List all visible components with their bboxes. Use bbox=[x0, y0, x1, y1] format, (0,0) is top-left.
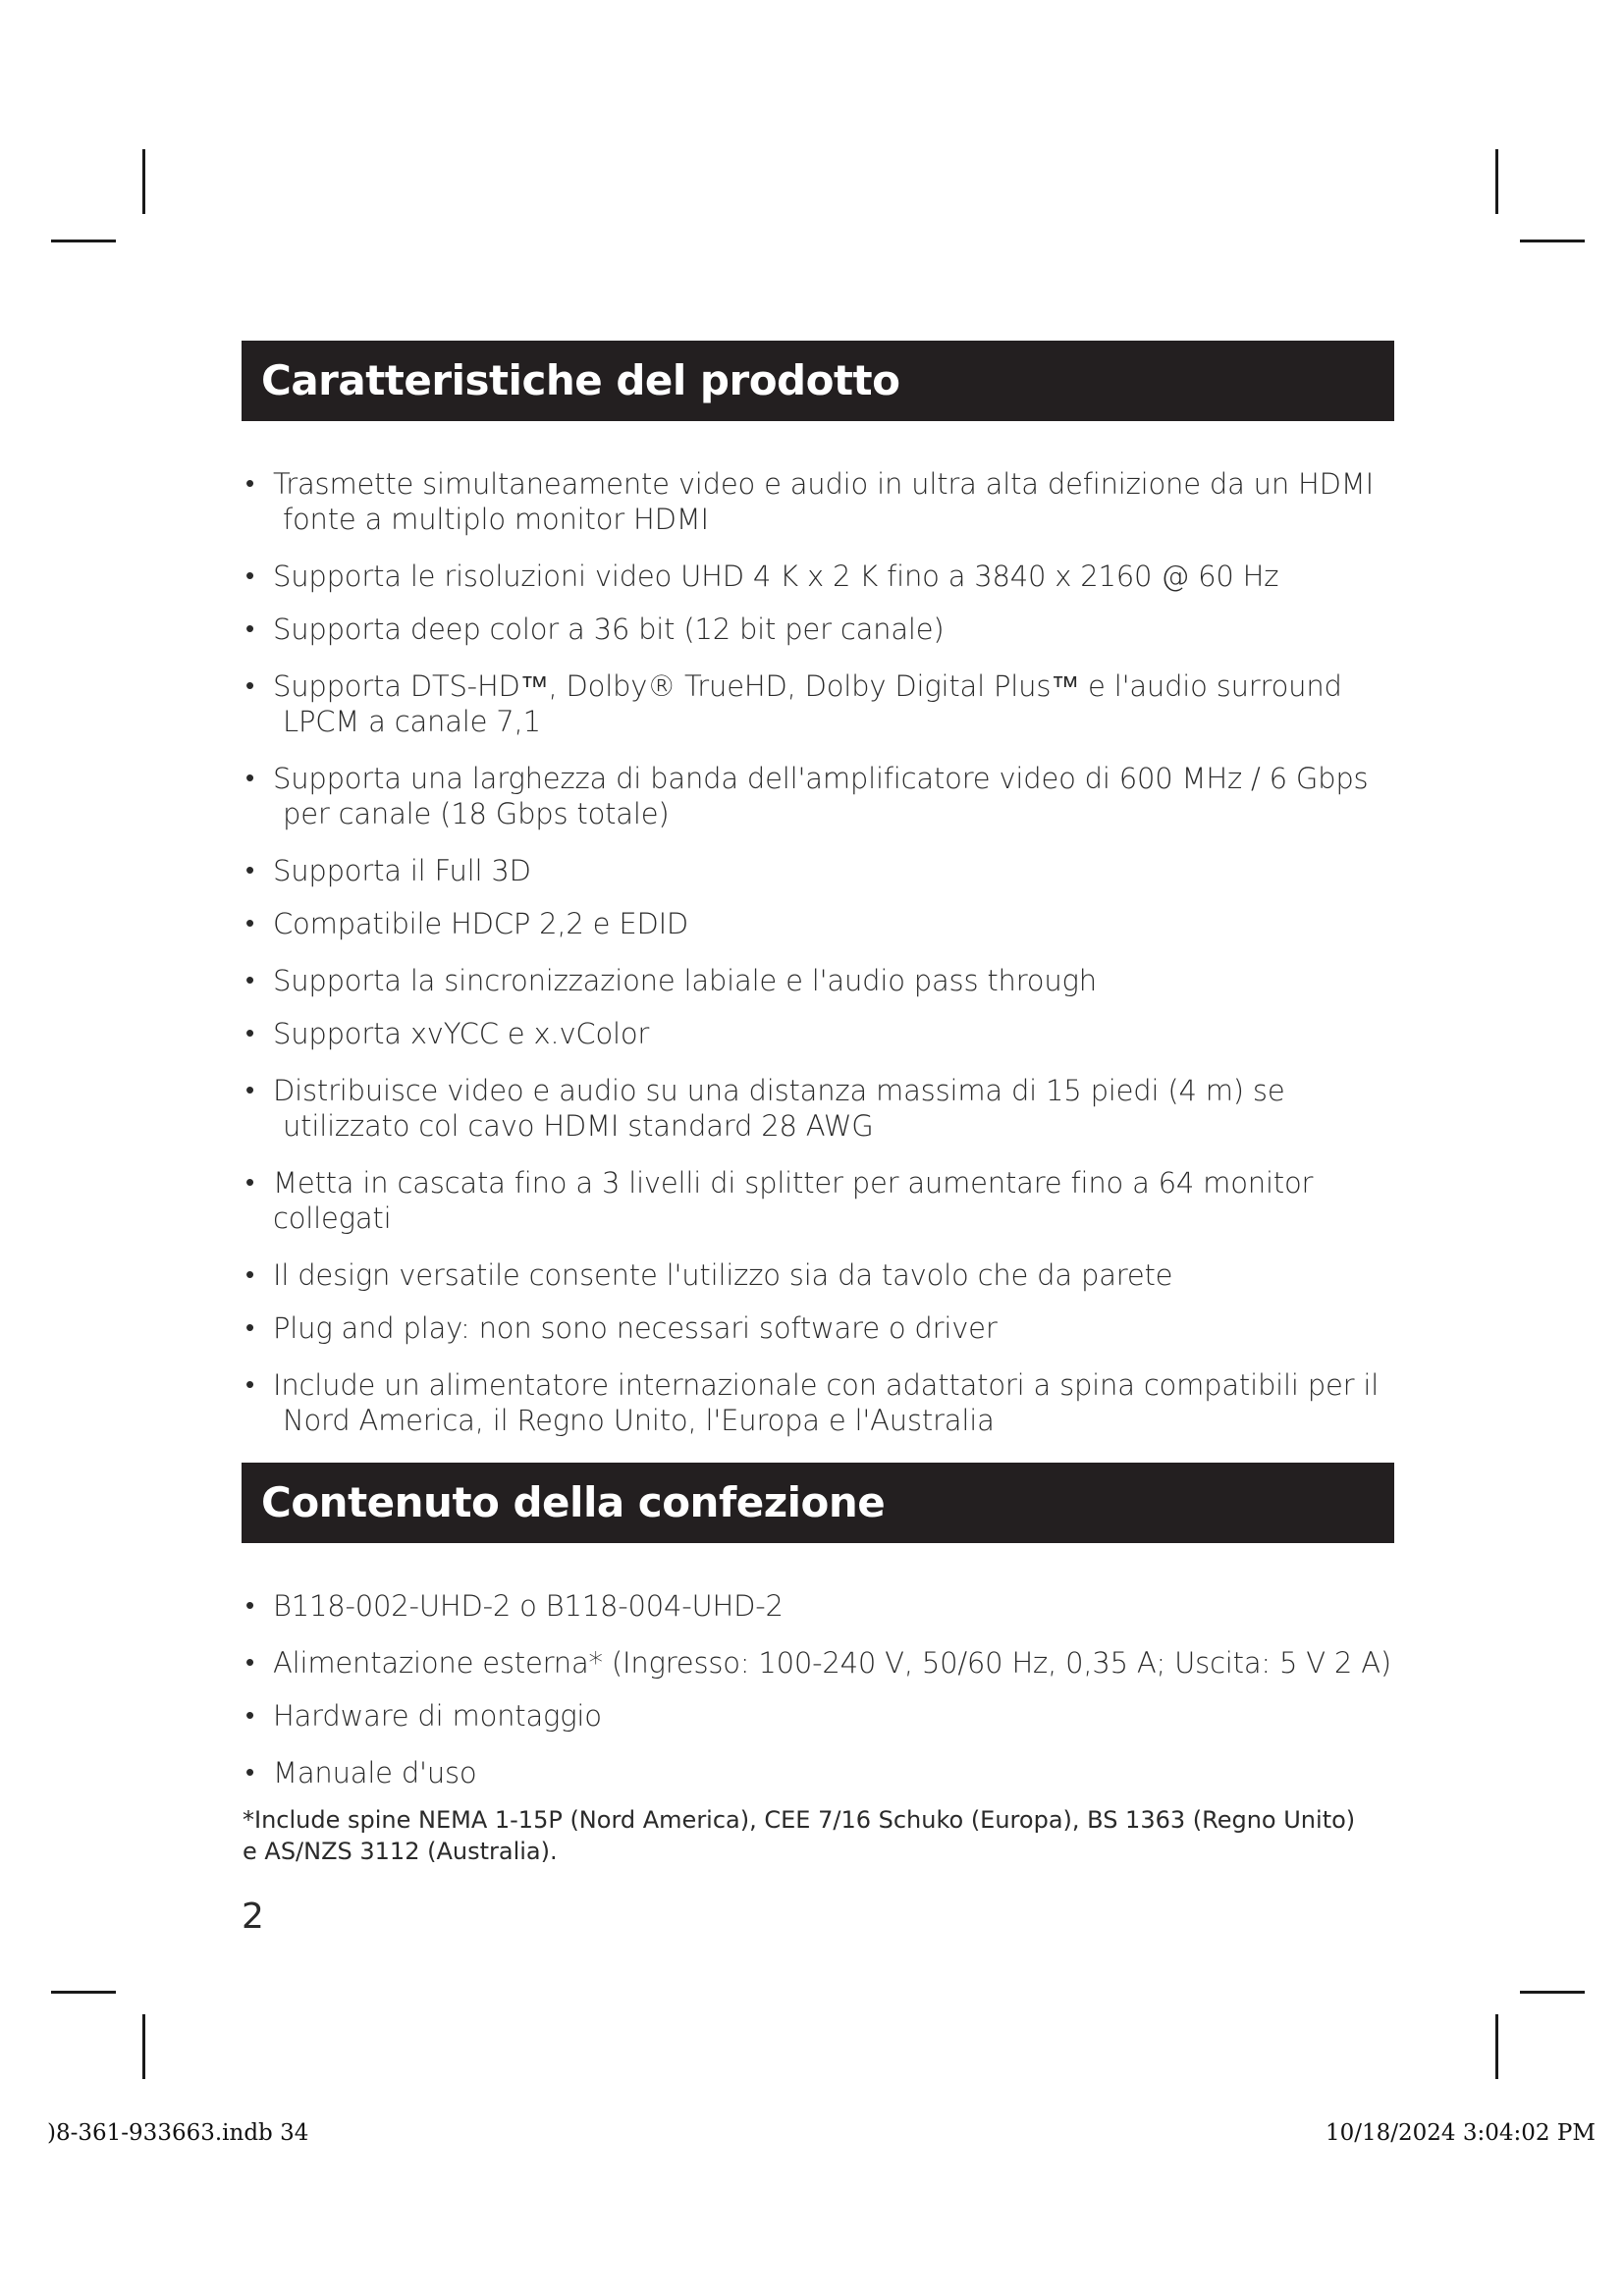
feature-text: Trasmette simultaneamente video e audio in ultra alta definizione da un HDMI bbox=[273, 467, 1374, 501]
crop-mark-top-right-vertical bbox=[1495, 149, 1498, 214]
feature-text-continued: fonte a multiplo monitor HDMI bbox=[283, 503, 709, 536]
feature-item bbox=[242, 1310, 1400, 1346]
bullet-icon: • bbox=[245, 671, 254, 701]
crop-mark-top-right-horizontal bbox=[1520, 240, 1585, 242]
bullet-icon: • bbox=[245, 1313, 254, 1343]
feature-text: Il design versatile consente l'utilizzo sia da tavolo che da parete bbox=[273, 1258, 1173, 1292]
feature-item bbox=[242, 1367, 1400, 1438]
crop-mark-bottom-left-vertical bbox=[142, 2014, 145, 2079]
footnote-line: e AS/NZS 3112 (Australia). bbox=[243, 1838, 558, 1865]
crop-mark-top-left-vertical bbox=[142, 149, 145, 214]
feature-item bbox=[242, 466, 1400, 537]
feature-text-continued: LPCM a canale 7,1 bbox=[283, 705, 541, 738]
feature-text-continued: Nord America, il Regno Unito, l'Europa e l'Australia bbox=[283, 1404, 995, 1437]
features-heading: Caratteristiche del prodotto bbox=[242, 341, 1394, 421]
bullet-icon: • bbox=[245, 469, 254, 499]
bullet-icon: • bbox=[245, 966, 254, 995]
bullet-icon: • bbox=[245, 764, 254, 793]
bullet-icon: • bbox=[245, 1260, 254, 1290]
feature-text: Compatibile HDCP 2,2 e EDID bbox=[273, 907, 689, 940]
feature-text-continued: per canale (18 Gbps totale) bbox=[283, 797, 670, 830]
feature-item bbox=[242, 559, 1400, 594]
feature-text: Metta in cascata fino a 3 livelli di splitter per aumentare fino a 64 monitor collegati bbox=[273, 1166, 1314, 1235]
package-contents-list bbox=[242, 1588, 1400, 1790]
bullet-icon: • bbox=[245, 1591, 254, 1621]
feature-text: Distribuisce video e audio su una distanza massima di 15 piedi (4 m) se bbox=[273, 1074, 1285, 1107]
bullet-icon: • bbox=[245, 1168, 254, 1198]
bullet-icon: • bbox=[245, 909, 254, 938]
bullet-icon: • bbox=[245, 561, 254, 591]
feature-text: Supporta la sincronizzazione labiale e l'audio pass through bbox=[273, 964, 1097, 997]
crop-mark-bottom-right-horizontal bbox=[1520, 1991, 1585, 1994]
bullet-icon: • bbox=[245, 1370, 254, 1400]
feature-item bbox=[242, 1016, 1400, 1051]
feature-text: Supporta una larghezza di banda dell'amplificatore video di 600 MHz / 6 Gbps bbox=[273, 762, 1369, 795]
crop-mark-top-left-horizontal bbox=[51, 240, 116, 242]
bullet-icon: • bbox=[245, 614, 254, 644]
feature-item bbox=[242, 1073, 1400, 1144]
feature-item bbox=[242, 1165, 1400, 1236]
package-item-text: Hardware di montaggio bbox=[273, 1699, 602, 1733]
feature-item bbox=[242, 963, 1400, 998]
bullet-icon: • bbox=[245, 1758, 254, 1788]
feature-text: Include un alimentatore internazionale con adattatori a spina compatibili per il bbox=[273, 1368, 1380, 1402]
package-item-text: Manuale d'uso bbox=[273, 1756, 477, 1789]
package-item-text: Alimentazione esterna* (Ingresso: 100-240 V, 50/60 Hz, 0,35 A; Uscita: 5 V 2 A) bbox=[273, 1646, 1391, 1680]
crop-mark-bottom-right-vertical bbox=[1495, 2014, 1498, 2079]
package-contents-heading: Contenuto della confezione bbox=[242, 1463, 1394, 1543]
feature-text: Plug and play: non sono necessari software o driver bbox=[273, 1311, 998, 1345]
feature-item bbox=[242, 906, 1400, 941]
feature-text: Supporta il Full 3D bbox=[273, 854, 531, 887]
feature-text: Supporta le risoluzioni video UHD 4 K x 2 K fino a 3840 x 2160 @ 60 Hz bbox=[273, 560, 1279, 593]
footnote-line: *Include spine NEMA 1-15P (Nord America), CEE 7/16 Schuko (Europa), BS 1363 (Regno Unito) bbox=[243, 1806, 1356, 1834]
feature-item bbox=[242, 761, 1400, 831]
bullet-icon: • bbox=[245, 1076, 254, 1105]
feature-item bbox=[242, 1257, 1400, 1293]
slug-timestamp: 10/18/2024 3:04:02 PM bbox=[1326, 2120, 1596, 2146]
crop-mark-bottom-left-horizontal bbox=[51, 1991, 116, 1994]
feature-text: Supporta xvYCC e x.vColor bbox=[273, 1017, 650, 1050]
bullet-icon: • bbox=[245, 856, 254, 885]
power-plugs-footnote bbox=[243, 1804, 1401, 1867]
package-item bbox=[242, 1645, 1400, 1681]
bullet-icon: • bbox=[245, 1019, 254, 1048]
slug-filename: )8-361-933663.indb 34 bbox=[47, 2120, 309, 2146]
package-item bbox=[242, 1755, 1400, 1790]
package-item bbox=[242, 1698, 1400, 1734]
feature-item bbox=[242, 853, 1400, 888]
feature-item bbox=[242, 668, 1400, 739]
features-list bbox=[242, 466, 1400, 1438]
feature-text-continued: utilizzato col cavo HDMI standard 28 AWG bbox=[283, 1109, 874, 1143]
package-item bbox=[242, 1588, 1400, 1624]
package-item-text: B118-002-UHD-2 o B118-004-UHD-2 bbox=[273, 1589, 784, 1623]
bullet-icon: • bbox=[245, 1701, 254, 1731]
bullet-icon: • bbox=[245, 1648, 254, 1678]
feature-text: Supporta deep color a 36 bit (12 bit per canale) bbox=[273, 613, 945, 646]
feature-item bbox=[242, 612, 1400, 647]
feature-text: Supporta DTS-HD™, Dolby® TrueHD, Dolby Digital Plus™ e l'audio surround bbox=[273, 669, 1342, 703]
page-number: 2 bbox=[242, 1896, 264, 1937]
